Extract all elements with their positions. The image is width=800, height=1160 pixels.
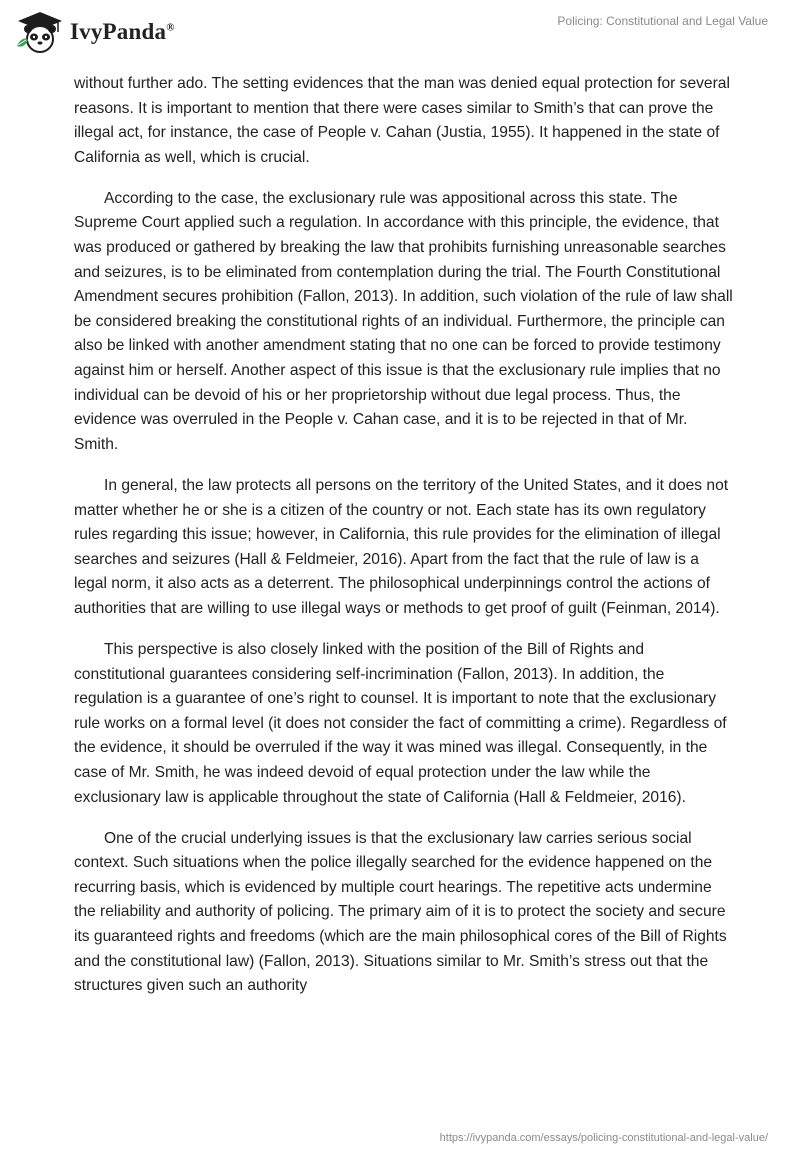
source-url[interactable]: https://ivypanda.com/essays/policing-constitutional-and-legal-value/: [439, 1132, 768, 1144]
essay-body: [74, 72, 734, 1015]
paragraph: According to the case, the exclusionary rule was appositional across this state. The Supreme Court applied such a regulation. In accordance with this principle, the evidence, that was produced or gathered by breaking the law that prohibits furnishing unreasonable searches and seizures, is to be eliminated from contemplation during the trial. The Fourth Constitutional Amendment secures prohibition (Fallon, 2013). In addition, such violation of the rule of law shall be considered breaking the constitutional rights of an individual. Furthermore, the principle can also be linked with another amendment stating that no one can be forced to provide testimony against him or herself. Another aspect of this issue is that the exclusionary rule implies that no individual can be devoid of his or her proprietorship without due legal process. Thus, the evidence was overruled in the People v. Cahan case, and it is to be rejected in that of Mr. Smith.: [74, 189, 733, 453]
paragraph: without further ado. The setting evidences that the man was denied equal protection for several reasons. It is important to mention that there were cases similar to Smith’s that can prove the illegal act, for instance, the case of People v. Cahan (Justia, 1955). It happened in the state of California as well, which is crucial.: [74, 75, 730, 166]
page-header: [0, 0, 800, 70]
document-title: Policing: Constitutional and Legal Value: [557, 14, 768, 28]
brand-name: IvyPanda®: [70, 19, 175, 44]
paragraph: In general, the law protects all persons on the territory of the United States, and it does not matter whether he or she is a citizen of the country or not. Each state has its own regulatory rules regarding this issue; however, in California, this rule provides for the elimination of illegal searches and seizures (Hall & Feldmeier, 2016). Apart from the fact that the rule of law is a legal norm, it also acts as a deterrent. The philosophical underpinnings control the actions of authorities that are willing to use illegal ways or methods to get proof of guilt (Feinman, 2014).: [74, 476, 729, 617]
paragraph: One of the crucial underlying issues is that the exclusionary law carries serious social context. Such situations when the police illegally searched for the evidence happened on the recurring basis, which is evidenced by multiple court hearings. The repetitive acts undermine the reliability and authority of policing. The primary aim of it is to protect the society and secure its guaranteed rights and freedoms (which are the main philosophical cores of the Bill of Rights and the constitutional law) (Fallon, 2013). Situations similar to Mr. Smith’s stress out that the structures given such an authority: [74, 829, 727, 995]
panda-graduate-icon: [14, 10, 66, 54]
paragraph: This perspective is also closely linked with the position of the Bill of Rights and constitutional guarantees considering self-incrimination (Fallon, 2013). In addition, the regulation is a guarantee of one’s right to counsel. It is important to note that the exclusionary rule works on a formal level (it does not consider the fact of committing a crime). Regardless of the evidence, it should be overruled if the way it was mined was illegal. Consequently, in the case of Mr. Smith, he was indeed devoid of equal protection under the law while the exclusionary law is applicable throughout the state of California (Hall & Feldmeier, 2016).: [74, 640, 727, 806]
ivypanda-logo[interactable]: [14, 10, 175, 54]
